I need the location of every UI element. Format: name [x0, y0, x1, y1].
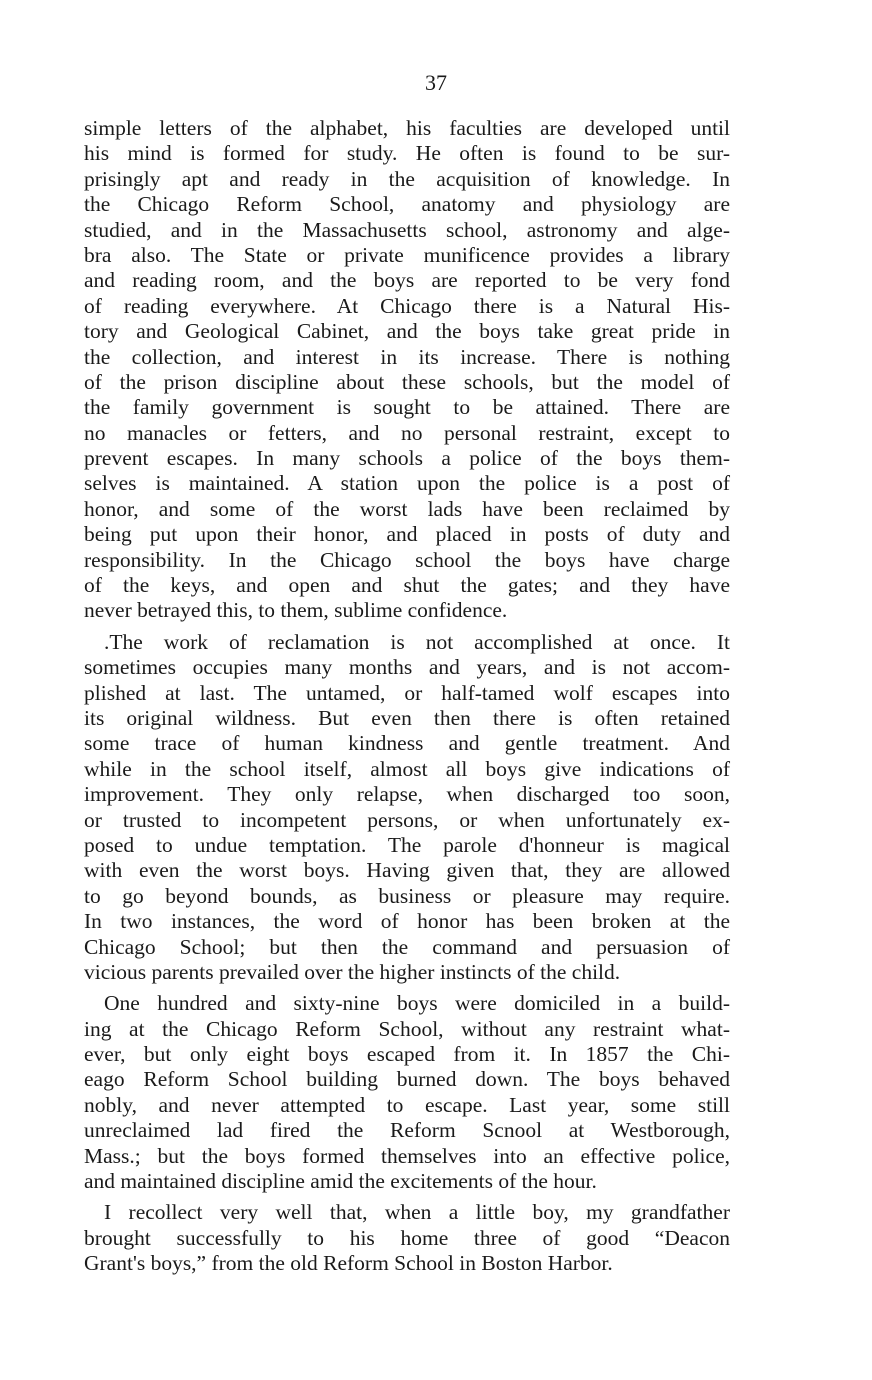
text-line: his mind is formed for study. He often is found to be sur-: [84, 141, 730, 166]
text-line: ever, but only eight boys escaped from it. In 1857 the Chi-: [84, 1042, 730, 1067]
text-line: Grant's boys,” from the old Reform School in Boston Harbor.: [84, 1251, 613, 1276]
text-line: ing at the Chicago Reform School, without any restraint what-: [84, 1016, 730, 1041]
text-line: the collection, and interest in its increase. There is nothing: [84, 344, 730, 369]
text-line: sometimes occupies many months and years, and is not accom-: [84, 655, 730, 680]
text-line: with even the worst boys. Having given that, they are allowed: [84, 858, 730, 883]
text-line: vicious parents prevailed over the higher instincts of the child.: [84, 959, 621, 984]
paragraph: [84, 1200, 730, 1276]
paragraph: [84, 116, 730, 624]
text-line: Mass.; but the boys formed themselves into an effective police,: [84, 1143, 730, 1168]
text-line: and maintained discipline amid the excitements of the hour.: [84, 1169, 597, 1194]
text-line: posed to undue temptation. The parole d'honneur is magical: [84, 832, 730, 857]
text-line: the family government is sought to be attained. There are: [84, 395, 730, 420]
text-line: .The work of reclamation is not accomplished at once. It: [104, 629, 730, 654]
text-line: no manacles or fetters, and no personal restraint, except to: [84, 420, 730, 445]
text-line: being put upon their honor, and placed in posts of duty and: [84, 522, 730, 547]
text-line: of the keys, and open and shut the gates; and they have: [84, 573, 730, 598]
text-line: bra also. The State or private munificence provides a library: [84, 242, 730, 267]
paragraph: [84, 630, 730, 985]
text-line: brought successfully to his home three of good “Deacon: [84, 1225, 730, 1250]
text-line: of reading everywhere. At Chicago there is a Natural His-: [84, 293, 730, 318]
text-line: the Chicago Reform School, anatomy and physiology are: [84, 192, 730, 217]
text-line: to go beyond bounds, as business or pleasure may require.: [84, 883, 730, 908]
body-text: [84, 116, 730, 1277]
text-line: I recollect very well that, when a little boy, my grandfather: [104, 1200, 730, 1225]
text-line: and reading room, and the boys are reported to be very fond: [84, 268, 730, 293]
text-line: unreclaimed lad fired the Reform Scnool at Westborough,: [84, 1118, 730, 1143]
text-line: prevent escapes. In many schools a police of the boys them-: [84, 446, 730, 471]
text-line: tory and Geological Cabinet, and the boys take great pride in: [84, 319, 730, 344]
text-line: never betrayed this, to them, sublime confidence.: [84, 598, 508, 623]
text-line: some trace of human kindness and gentle treatment. And: [84, 731, 730, 756]
text-line: honor, and some of the worst lads have been reclaimed by: [84, 496, 730, 521]
text-line: nobly, and never attempted to escape. Last year, some still: [84, 1092, 730, 1117]
text-line: improvement. They only relapse, when discharged too soon,: [84, 782, 730, 807]
text-line: simple letters of the alphabet, his faculties are developed until: [84, 116, 730, 140]
text-line: eago Reform School building burned down. The boys behaved: [84, 1067, 730, 1092]
text-line: while in the school itself, almost all boys give indications of: [84, 756, 730, 781]
text-line: In two instances, the word of honor has been broken at the: [84, 909, 730, 934]
paragraph: [84, 991, 730, 1194]
text-line: or trusted to incompetent persons, or when unfortunately ex-: [84, 807, 730, 832]
text-line: Chicago School; but then the command and persuasion of: [84, 934, 730, 959]
page-number: 37: [425, 70, 447, 95]
text-line: responsibility. In the Chicago school the boys have charge: [84, 547, 730, 572]
text-line: studied, and in the Massachusetts school, astronomy and alge-: [84, 217, 730, 242]
text-line: of the prison discipline about these schools, but the model of: [84, 369, 730, 394]
text-line: its original wildness. But even then there is often retained: [84, 705, 730, 730]
text-line: prisingly apt and ready in the acquisition of knowledge. In: [84, 166, 730, 191]
text-line: selves is maintained. A station upon the police is a post of: [84, 471, 730, 496]
text-line: plished at last. The untamed, or half-tamed wolf escapes into: [84, 680, 730, 705]
text-line: One hundred and sixty-nine boys were domiciled in a build-: [104, 991, 730, 1016]
